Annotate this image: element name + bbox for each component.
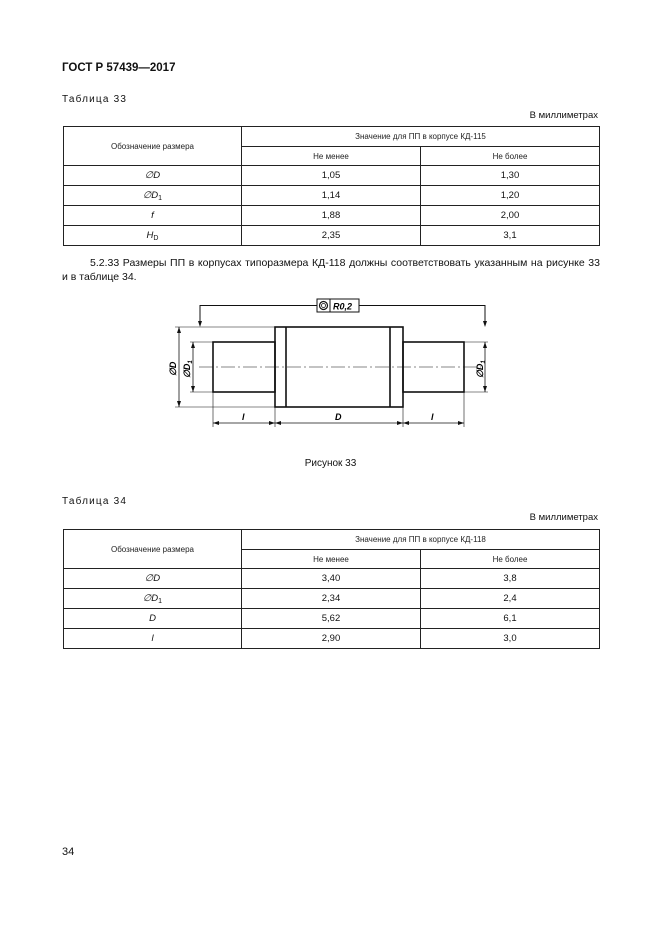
designation-cell: $\emptyset D_1$: [64, 186, 242, 206]
min-cell: 3,40: [242, 569, 421, 589]
table-row: [64, 206, 600, 226]
table34: [63, 529, 600, 649]
max-cell: 3,0: [421, 629, 600, 649]
dim-body-length: D: [335, 412, 342, 422]
table34-col-designation: Обозначение размера: [64, 530, 242, 569]
max-cell: 3,1: [421, 226, 600, 246]
table33-units: В миллиметрах: [529, 110, 598, 121]
table34-col-min: Не менее: [242, 550, 421, 569]
table-row: [64, 186, 600, 206]
dim-d-outer: ∅D: [168, 361, 178, 376]
figure-33-drawing: [155, 296, 505, 431]
table-row: [64, 226, 600, 246]
table-row: [64, 609, 600, 629]
designation-cell: f: [64, 206, 242, 226]
figure-caption: Рисунок 33: [304, 458, 357, 469]
document-header: ГОСТ Р 57439—2017: [62, 62, 176, 74]
page-number: 34: [62, 846, 75, 858]
designation-cell: ∅D: [64, 569, 242, 589]
min-cell: 1,88: [242, 206, 421, 226]
dim-l-left: l: [242, 412, 245, 422]
table34-caption: Таблица 34: [62, 496, 128, 507]
table34-units: В миллиметрах: [529, 512, 598, 523]
table33-col-min: Не менее: [242, 147, 421, 166]
max-cell: 6,1: [421, 609, 600, 629]
min-cell: 2,90: [242, 629, 421, 649]
max-cell: 2,00: [421, 206, 600, 226]
table-row: [64, 166, 600, 186]
dim-d1-left: $\emptyset D_1$: [182, 360, 194, 378]
min-cell: 2,34: [242, 589, 421, 609]
table33-caption: Таблица 33: [62, 94, 128, 105]
table33-col-designation: Обозначение размера: [64, 127, 242, 166]
max-cell: 2,4: [421, 589, 600, 609]
designation-cell: $\emptyset D_1$: [64, 589, 242, 609]
min-cell: 2,35: [242, 226, 421, 246]
designation-cell: ∅D: [64, 166, 242, 186]
table33: [63, 126, 600, 246]
designation-cell: $H_D$: [64, 226, 242, 246]
table34-col-value: Значение для ПП в корпусе КД-118: [242, 530, 600, 550]
designation-cell: l: [64, 629, 242, 649]
max-cell: 1,20: [421, 186, 600, 206]
max-cell: 3,8: [421, 569, 600, 589]
designation-cell: D: [64, 609, 242, 629]
max-cell: 1,30: [421, 166, 600, 186]
table-row: [64, 629, 600, 649]
min-cell: 5,62: [242, 609, 421, 629]
min-cell: 1,05: [242, 166, 421, 186]
tolerance-value: R0,2: [333, 301, 353, 312]
dim-d1-right: $\emptyset D_1$: [475, 360, 487, 378]
table-row: [64, 589, 600, 609]
min-cell: 1,14: [242, 186, 421, 206]
table34-col-max: Не более: [421, 550, 600, 569]
table33-col-max: Не более: [421, 147, 600, 166]
roundness-tolerance-frame: [317, 299, 359, 312]
table-row: [64, 569, 600, 589]
dim-l-right: l: [431, 412, 434, 422]
table33-col-value: Значение для ПП в корпусе КД-115: [242, 127, 600, 147]
paragraph-5-2-33: 5.2.33 Размеры ПП в корпусах типоразмера КД-118 должны соответствовать указанным на рисунке 33 и в таблице 34.: [62, 257, 600, 283]
